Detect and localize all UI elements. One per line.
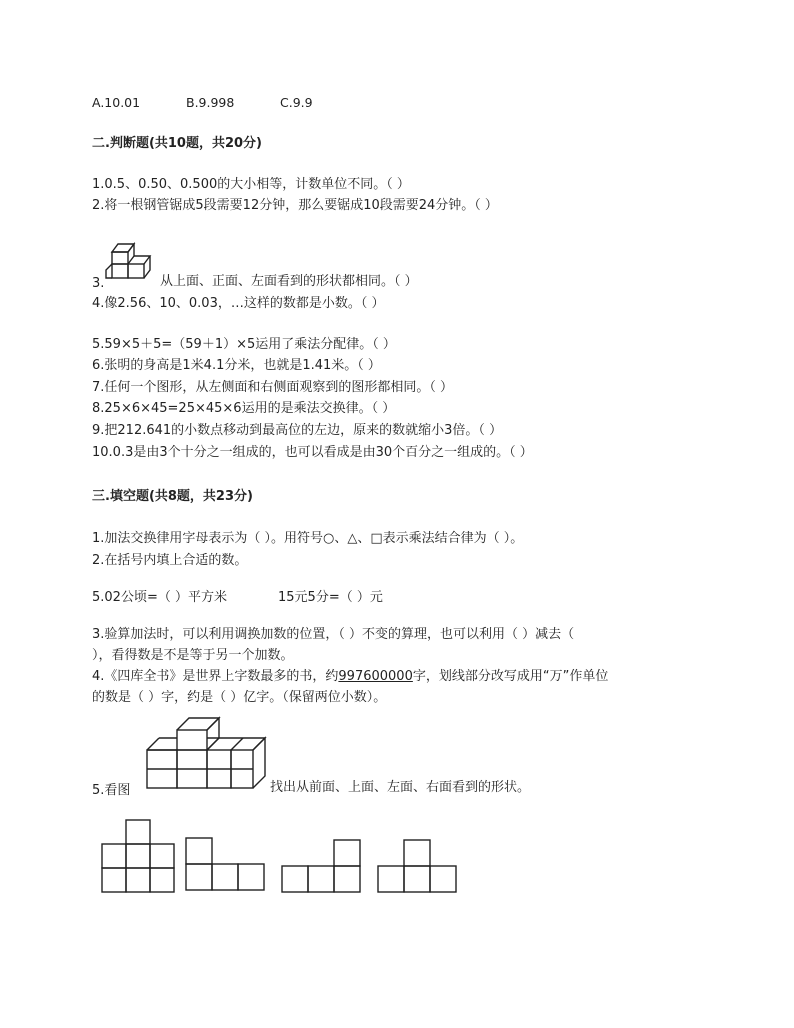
underlined-number: 997600000 [338,669,413,684]
fill-q4-line1 [92,669,608,685]
fill-q5-text: 找出从前面、上面、左面、右面看到的形状。 [270,780,531,795]
judge-q3-number: 3. [92,276,105,291]
section-3-title: 三.填空题(共8题，共23分) [92,489,253,504]
judge-q7: 7.任何一个图形，从左侧面和右侧面观察到的图形都相同。（ ） [92,380,454,395]
judge-q8: 8.25×6×45=25×45×6运用的是乘法交换律。（ ） [92,401,396,416]
judge-q10: 10.0.3是由3个十分之一组成的，也可以看成是由30个百分之一组成的。（ ） [92,445,533,460]
section-2-title: 二.判断题(共10题，共20分) [92,136,263,151]
view-shape-d [376,838,460,894]
judge-q9: 9.把212.641的小数点移动到最高位的左边，原来的数就缩小3倍。（ ） [92,423,503,438]
judge-q5: 5.59×5＋5=（59＋1）×5运用了乘法分配律。（ ） [92,337,396,352]
judge-q4: 4.像2.56、10、0.03，…这样的数都是小数。（ ） [92,296,385,311]
fill-q2: 2.在括号内填上合适的数。 [92,553,248,568]
view-shape-a [100,818,180,894]
view-shape-c [280,838,364,894]
choice-b: B.9.998 [186,95,235,110]
choice-a: A.10.01 [92,95,141,110]
judge-q1: 1.0.5、0.50、0.500的大小相等，计数单位不同。（ ） [92,177,410,192]
judge-q3: 从上面、正面、左面看到的形状都相同。（ ） [160,274,418,289]
judge-q2: 2.将一根钢管锯成5段需要12分钟，那么要锯成10段需要24分钟。（ ） [92,198,498,213]
cube-figure-q3 [104,238,156,282]
fill-q2-part-b: 15元5分=（ ）元 [278,590,383,605]
stacked-cubes-figure [145,712,267,792]
choice-c: C.9.9 [280,95,313,110]
view-shape-b [184,836,268,894]
fill-q4-line2: 的数是（ ）字，约是（ ）亿字。（保留两位小数）。 [92,690,387,705]
fill-q4-prefix: 4.《四库全书》是世界上字数最多的书，约 [92,669,339,684]
fill-q4-suffix: 字，划线部分改写成用“万”作单位 [412,669,609,684]
fill-q2-part-a: 5.02公顷=（ ）平方米 [92,590,227,605]
fill-q1: 1.加法交换律用字母表示为（ ）。用符号○、△、□表示乘法结合律为（ ）。 [92,531,524,546]
fill-q3-line2: ），看得数是不是等于另一个加数。 [92,648,294,663]
judge-q6: 6.张明的身高是1米4.1分米，也就是1.41米。（ ） [92,358,381,373]
fill-q5-label: 5.看图 [92,783,131,798]
fill-q3-line1: 3.验算加法时，可以利用调换加数的位置，（ ）不变的算理，也可以利用（ ）减去（ [92,627,575,642]
